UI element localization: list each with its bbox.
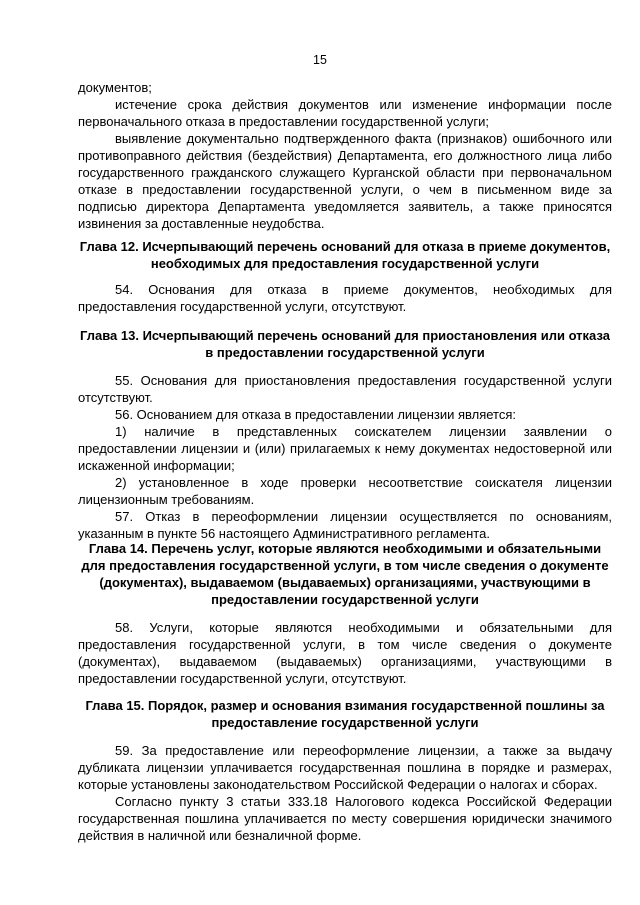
paragraph-54: 54. Основания для отказа в приеме документов, необходимых для предоставления государственной услуги, отсутствуют. [78,282,612,314]
paragraph-56-item-2: 2) установленное в ходе проверки несоответствие соискателя лицензии лицензионным требованиям. [78,475,612,507]
paragraph-55: 55. Основания для приостановления предоставления государственной услуги отсутствуют. [78,373,612,405]
chapter-14-title: Глава 14. Перечень услуг, которые являются необходимыми и обязательными для предоставления государственной услуги, в том числе сведения о документе (документах), выдаваемом (выдаваемых) организациями, участвующими в предоставлении государственной услуги [81,541,609,607]
intro-paragraph-expiry: истечение срока действия документов или изменение информации после первоначального отказа в предоставлении государственной услуги; [78,97,612,129]
chapter-12-body [78,281,612,315]
intro-line: документов; [78,80,152,95]
paragraph-59: 59. За предоставление или переоформление лицензии, а также за выдачу дубликата лицензии уплачивается государственная пошлина в порядке и размерах, которые установлены законодательством Российской Федерации о налогах и сборах. [78,743,612,792]
chapter-14-body [78,619,612,687]
chapter-15-title: Глава 15. Порядок, размер и основания взимания государственной пошлины за предоставление государственной услуги [85,698,605,730]
chapter-13-title: Глава 13. Исчерпывающий перечень оснований для приостановления или отказа в предоставлении государственной услуги [80,328,610,360]
intro-section [78,79,612,232]
chapter-12-title: Глава 12. Исчерпывающий перечень оснований для отказа в приеме документов, необходимых для предоставления государственной услуги [79,239,611,271]
paragraph-57: 57. Отказ в переоформлении лицензии осуществляется по основаниям, указанным в пункте 56 настоящего Административного регламента. [78,509,612,541]
chapter-13-body [78,372,612,542]
paragraph-56: 56. Основанием для отказа в предоставлении лицензии является: [115,407,517,422]
paragraph-tax-code: Согласно пункту 3 статьи 333.18 Налогового кодекса Российской Федерации государственная пошлина уплачивается по месту совершения юридически значимого действия в наличной или безналичной форме. [78,794,612,843]
chapter-15-body [78,742,612,844]
paragraph-56-item-1: 1) наличие в представленных соискателем лицензии заявлении о предоставлении лицензии и (или) прилагаемых к нему документах недостоверной или искаженной информации; [78,424,612,473]
intro-paragraph-error: выявление документально подтвержденного факта (признаков) ошибочного или противоправного действия (бездействия) Департамента, его должностного лица либо государственного гражданского служащего Курганской области при первоначальном отказе в предоставлении государственной услуги, о чем в письменном виде за подписью директора Департамента уведомляется заявитель, а также приносятся извинения за доставленные неудобства. [78,131,612,231]
page-number: 15 [313,53,327,67]
paragraph-58: 58. Услуги, которые являются необходимыми и обязательными для предоставления государственной услуги, в том числе сведения о документе (документах), выдаваемом (выдаваемых) организациями, участвующими в предоставлении государственной услуги, отсутствуют. [78,620,612,686]
